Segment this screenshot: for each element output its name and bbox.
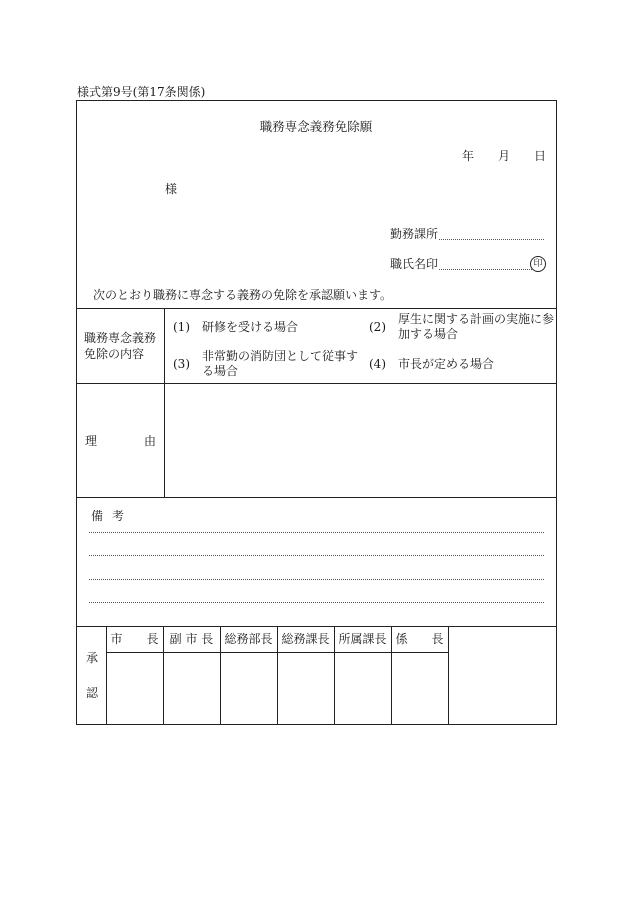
remarks-line-1[interactable] <box>89 532 544 533</box>
name-label: 職氏名印 <box>390 257 439 271</box>
option-4-number: (4) <box>369 357 386 371</box>
reason-label-char2: 由 <box>144 434 157 448</box>
reason-field[interactable] <box>168 386 553 494</box>
approval-stamp-cell-general-affairs-director[interactable] <box>221 653 276 724</box>
divider-approval-top <box>76 626 557 627</box>
name-field[interactable] <box>439 269 532 270</box>
approval-header-general-affairs-chief: 総務課長 <box>281 632 330 646</box>
approval-stamp-cell-department-chief[interactable] <box>335 653 390 724</box>
option-3-number: (3) <box>173 357 190 371</box>
option-4-text[interactable]: 市長が定める場合 <box>398 357 495 371</box>
remarks-line-2[interactable] <box>89 555 544 556</box>
remarks-label-char1: 備 <box>91 509 104 523</box>
divider-content-top <box>76 308 557 309</box>
approval-col-divider <box>448 626 449 725</box>
option-1-number: (1) <box>173 320 190 334</box>
divider-content-label <box>164 308 165 383</box>
form-title: 職務専念義務免除願 <box>259 119 373 134</box>
divider-reason-label <box>164 383 165 497</box>
form-number: 様式第9号(第17条関係) <box>77 85 206 99</box>
addressee-suffix: 様 <box>165 182 178 196</box>
option-1-text[interactable]: 研修を受ける場合 <box>202 320 299 334</box>
option-2-number: (2) <box>369 320 386 334</box>
content-label-line1: 職務専念義務 <box>84 331 157 345</box>
option-3-text[interactable]: 非常勤の消防団として従事する場合 <box>202 349 359 378</box>
approval-header-section-chief: 係 長 <box>395 632 444 646</box>
approval-label-char1: 承 <box>86 651 99 665</box>
content-label-line2: 免除の内容 <box>84 347 145 361</box>
approval-stamp-cell-section-chief[interactable] <box>392 653 447 724</box>
approval-header-general-affairs-director: 総務部長 <box>224 632 273 646</box>
divider-remarks-top <box>76 497 557 498</box>
remarks-line-3[interactable] <box>89 579 544 580</box>
date-month-label: 月 <box>498 149 511 163</box>
approval-stamp-cell-general-affairs-chief[interactable] <box>278 653 333 724</box>
approval-header-department-chief: 所属課長 <box>338 632 387 646</box>
approval-stamp-cell-vice-mayor[interactable] <box>164 653 219 724</box>
approval-header-mayor: 市 長 <box>110 632 159 646</box>
seal-mark: 印 <box>530 256 546 272</box>
workplace-field[interactable] <box>439 239 544 240</box>
date-day-label: 日 <box>534 149 547 163</box>
option-2-text[interactable]: 厚生に関する計画の実施に参加する場合 <box>398 312 555 341</box>
approval-stamp-cell-mayor[interactable] <box>107 653 162 724</box>
date-year-label: 年 <box>462 149 475 163</box>
request-statement: 次のとおり職務に専念する義務の免除を承認願います。 <box>93 288 393 302</box>
remarks-label-char2: 考 <box>112 509 125 523</box>
divider-reason-top <box>76 383 557 384</box>
approval-label-char2: 認 <box>86 686 99 700</box>
approval-header-vice-mayor: 副 市 長 <box>169 632 214 646</box>
workplace-label: 勤務課所 <box>390 227 439 241</box>
remarks-line-4[interactable] <box>89 602 544 603</box>
reason-label-char1: 理 <box>85 434 98 448</box>
